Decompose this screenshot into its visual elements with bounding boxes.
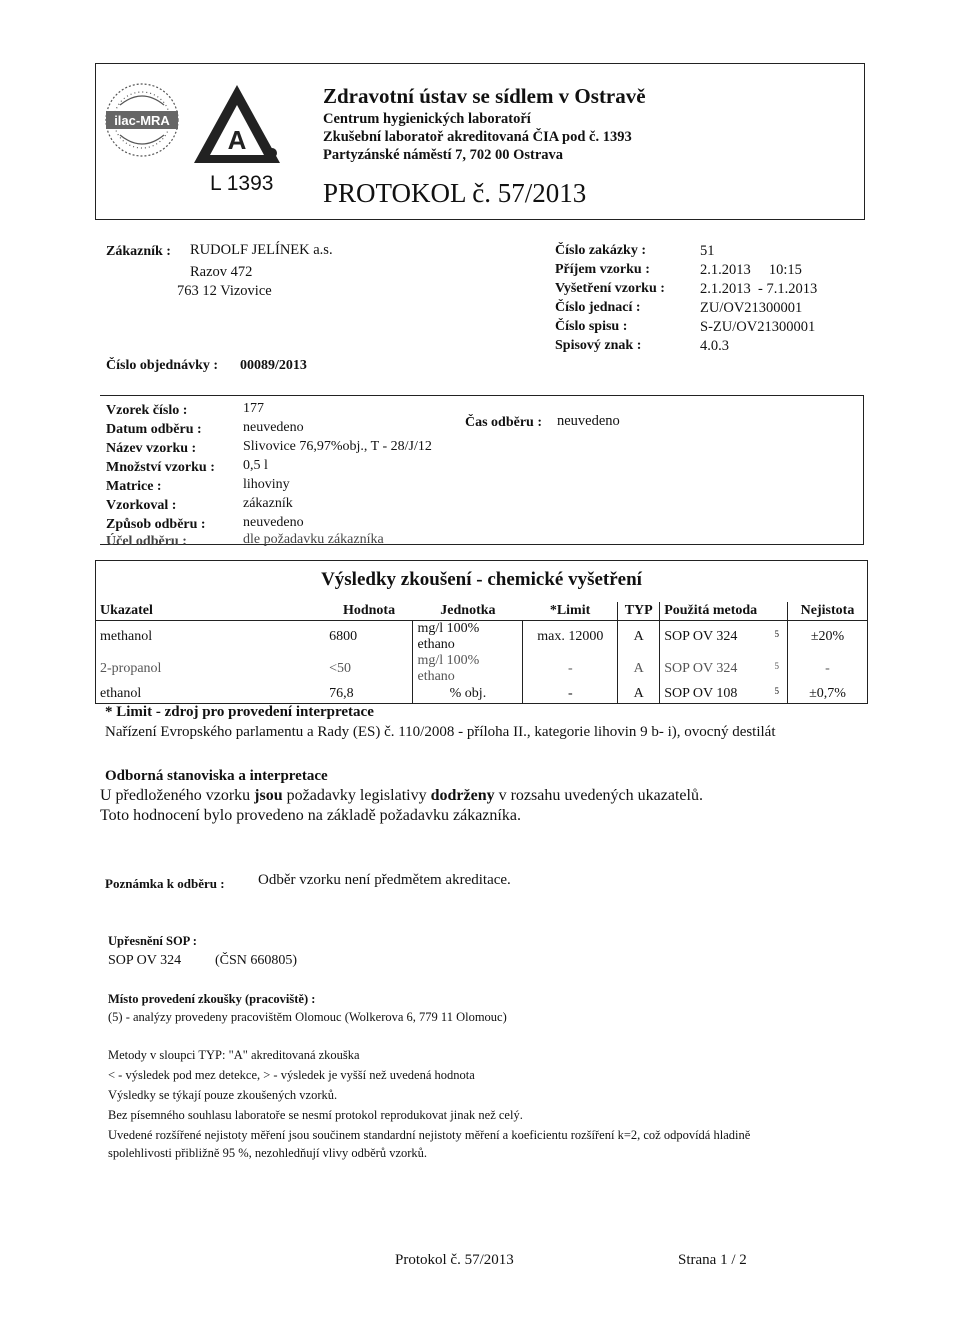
table-row (96, 685, 868, 704)
cell-hodnota: 76,8 (325, 685, 413, 704)
note-text: Odběr vzorku není předmětem akreditace. (258, 872, 511, 888)
limit-heading: * Limit - zdroj pro provedení interpretace (105, 704, 374, 720)
sop-norm: (ČSN 660805) (215, 953, 298, 968)
method-text: SOP OV 108 (664, 686, 738, 701)
sample-label: Množství vzorku : (106, 460, 215, 475)
order-info-value: 2.1.2013 - 7.1.2013 (700, 281, 818, 297)
sample-label: Datum odběru : (106, 422, 202, 437)
sample-value: dle požadavku zákazníka (243, 532, 384, 547)
institute-line-2: Zkušební laboratoř akreditovaná ČIA pod č. 1393 (323, 129, 632, 145)
order-info-label: Číslo spisu : (555, 319, 628, 334)
cell-hodnota: 6800 (329, 629, 358, 644)
interpretation-line-2: Toto hodnocení bylo provedeno na základě požadavku zákazníka. (100, 807, 521, 824)
sample-time-value: neuvedeno (557, 413, 620, 429)
order-info-value: 4.0.3 (700, 338, 729, 354)
text: požadavky legislativy (282, 787, 431, 804)
method-text: SOP OV 324 (664, 629, 738, 644)
sop-heading: Upřesnění SOP : (108, 934, 197, 948)
order-info-label: Číslo zakázky : (555, 243, 646, 258)
order-number-value: 00089/2013 (240, 358, 307, 373)
cell-ukazatel: ethanol (96, 685, 326, 704)
institute-line-1: Centrum hygienických laboratoří (323, 111, 531, 127)
site-text: (5) - analýzy provedeny pracovištěm Olomouc (Wolkerova 6, 779 11 Olomouc) (108, 1010, 507, 1024)
col-header: Použitá metoda (660, 602, 788, 621)
order-number-label: Číslo objednávky : (106, 358, 219, 373)
cell-ukazatel: 2-propanol (100, 661, 162, 676)
protocol-title: PROTOKOL č. 57/2013 (323, 178, 587, 208)
cell-metoda (660, 621, 788, 654)
method-site-mark: 5 (774, 686, 780, 696)
interpretation-line-1 (100, 787, 703, 805)
institute-name: Zdravotní ústav se sídlem v Ostravě (323, 84, 646, 108)
results-table (95, 602, 868, 704)
note-line: spolehlivosti přibližně 95 %, nezohledňují vlivy odběrů vzorků. (108, 1146, 428, 1160)
interpretation-heading: Odborná stanoviska a interpretace (105, 768, 328, 784)
col-header: Nejistota (788, 602, 868, 621)
method-site-mark: 5 (774, 629, 780, 639)
sample-value: Slivovice 76,97%obj., T - 28/J/12 (243, 439, 432, 454)
order-info-value: ZU/OV21300001 (700, 300, 803, 316)
svg-text:A: A (227, 125, 247, 155)
sample-label: Název vzorku : (106, 441, 197, 456)
cell-typ: A (618, 685, 660, 704)
col-header: Hodnota (325, 602, 413, 621)
cell-hodnota: <50 (329, 661, 351, 676)
note-line: Bez písemného souhlasu laboratoře se nesmí protokol reprodukovat jinak než celý. (108, 1108, 523, 1122)
note-line: Metody v sloupci TYP: "A" akreditovaná zkouška (108, 1048, 360, 1062)
customer-name: RUDOLF JELÍNEK a.s. (190, 242, 333, 258)
note-line: Uvedené rozšířené nejistoty měření jsou součinem standardní nejistoty měření a koeficientu rozšíření k=2, což odpovídá hladině (108, 1128, 751, 1142)
text: U předloženého vzorku (100, 787, 255, 804)
sample-value: 0,5 l (243, 458, 268, 473)
col-header: Jednotka (413, 602, 523, 621)
limit-text: Nařízení Evropského parlamentu a Rady (ES) č. 110/2008 - příloha II., kategorie lihovin 9 b- i), ovocný destilát (105, 724, 776, 740)
sample-label: Vzorkoval : (106, 498, 177, 513)
note-line: < - výsledek pod mez detekce, > - výsledek je vyšší než uvedená hodnota (108, 1068, 475, 1082)
emphasis: jsou (254, 787, 283, 804)
table-row (96, 653, 868, 685)
sop-name: SOP OV 324 (108, 953, 182, 968)
sample-value: neuvedeno (243, 515, 304, 530)
method-site-mark: 5 (774, 661, 780, 671)
order-info-label: Číslo jednací : (555, 300, 641, 315)
order-info-label: Spisový znak : (555, 338, 642, 353)
results-header-row (96, 602, 868, 621)
sample-value: 177 (243, 401, 264, 416)
cell-nejistota: ±20% (788, 621, 868, 654)
table-row (96, 621, 868, 654)
cell-jednotka: % obj. (413, 685, 523, 704)
sample-label: Účel odběru : (106, 534, 187, 549)
site-heading: Místo provedení zkoušky (pracoviště) : (108, 992, 316, 1006)
col-header: Ukazatel (96, 602, 326, 621)
text: v rozsahu uvedených ukazatelů. (494, 787, 703, 804)
method-text: SOP OV 324 (664, 661, 738, 676)
results-title: Výsledky zkoušení - chemické vyšetření (321, 569, 642, 590)
sample-label: Způsob odběru : (106, 517, 206, 532)
sample-label: Vzorek číslo : (106, 403, 188, 418)
cell-limit: max. 12000 (523, 621, 618, 654)
emphasis: dodrženy (430, 787, 495, 804)
customer-city: 763 12 Vizovice (177, 283, 272, 299)
footer-protocol: Protokol č. 57/2013 (395, 1252, 514, 1268)
cell-jednotka: mg/l 100% ethano (413, 621, 523, 654)
logos (100, 75, 300, 175)
order-info-label: Příjem vzorku : (555, 262, 650, 277)
cell-typ: A (618, 653, 660, 685)
sample-value: zákazník (243, 496, 293, 511)
col-header: *Limit (523, 602, 618, 621)
note-line: Výsledky se týkají pouze zkoušených vzorků. (108, 1088, 338, 1102)
col-header: TYP (618, 602, 660, 621)
cia-logo (192, 83, 292, 168)
order-info-value: S-ZU/OV21300001 (700, 319, 816, 335)
customer-label: Zákazník : (106, 244, 171, 259)
lab-number: L 1393 (210, 172, 274, 195)
sample-time-label: Čas odběru : (465, 415, 543, 430)
customer-street: Razov 472 (190, 264, 253, 280)
cell-limit: - (523, 653, 618, 685)
footer-page: Strana 1 / 2 (678, 1252, 747, 1268)
cell-metoda (660, 653, 788, 685)
cell-metoda (660, 685, 788, 704)
note-label: Poznámka k odběru : (105, 876, 225, 891)
cell-typ: A (618, 621, 660, 654)
order-info-value: 51 (700, 243, 715, 259)
order-info-label: Vyšetření vzorku : (555, 281, 665, 296)
sample-value: neuvedeno (243, 420, 304, 435)
order-info-value: 2.1.2013 10:15 (700, 262, 802, 278)
cell-nejistota: - (788, 653, 868, 685)
sample-value: lihoviny (243, 477, 290, 492)
cell-jednotka: mg/l 100% ethano (413, 653, 523, 685)
ilac-logo-text: ilac-MRA (114, 113, 170, 128)
sample-label: Matrice : (106, 479, 162, 494)
cell-nejistota: ±0,7% (788, 685, 868, 704)
cell-ukazatel: methanol (100, 629, 153, 644)
cell-limit: - (523, 685, 618, 704)
institute-line-3: Partyzánské náměstí 7, 702 00 Ostrava (323, 147, 564, 163)
